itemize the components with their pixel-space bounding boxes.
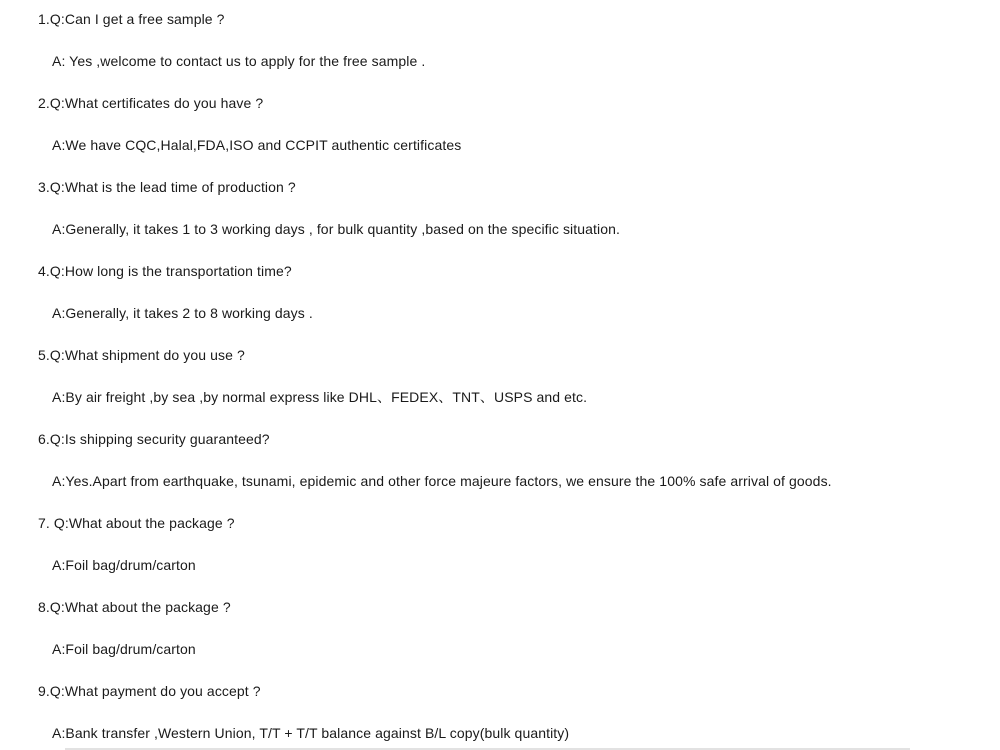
faq-answer-line: A:We have CQC,Halal,FDA,ISO and CCPIT authentic certificates bbox=[52, 137, 462, 153]
faq-answer-line: A:Generally, it takes 2 to 8 working days . bbox=[52, 305, 313, 321]
faq-answer-line: A: Yes ,welcome to contact us to apply for the free sample . bbox=[52, 53, 426, 69]
faq-answer-line: A:Bank transfer ,Western Union, T/T + T/T balance against B/L copy(bulk quantity) bbox=[52, 725, 570, 741]
faq-question-line: 1.Q:Can I get a free sample ? bbox=[38, 11, 225, 27]
faq-question-line: 8.Q:What about the package ? bbox=[38, 599, 231, 615]
faq-answer-line: A:Foil bag/drum/carton bbox=[52, 557, 196, 573]
faq-answer-line: A:Yes.Apart from earthquake, tsunami, epidemic and other force majeure factors, we ensure the 100% safe arrival of goods. bbox=[52, 473, 832, 489]
faq-question-line: 6.Q:Is shipping security guaranteed? bbox=[38, 431, 270, 447]
faq-question-line: 3.Q:What is the lead time of production ? bbox=[38, 179, 296, 195]
faq-question-line: 7. Q:What about the package ? bbox=[38, 515, 235, 531]
faq-answer-line: A:Foil bag/drum/carton bbox=[52, 641, 196, 657]
faq-question-line: 9.Q:What payment do you accept ? bbox=[38, 683, 261, 699]
faq-question-line: 4.Q:How long is the transportation time? bbox=[38, 263, 292, 279]
faq-question-line: 5.Q:What shipment do you use ? bbox=[38, 347, 245, 363]
faq-answer-line: A:Generally, it takes 1 to 3 working days , for bulk quantity ,based on the specific situation. bbox=[52, 221, 620, 237]
faq-answer-line: A:By air freight ,by sea ,by normal express like DHL、FEDEX、TNT、USPS and etc. bbox=[52, 389, 588, 405]
faq-question-line: 2.Q:What certificates do you have ? bbox=[38, 95, 264, 111]
